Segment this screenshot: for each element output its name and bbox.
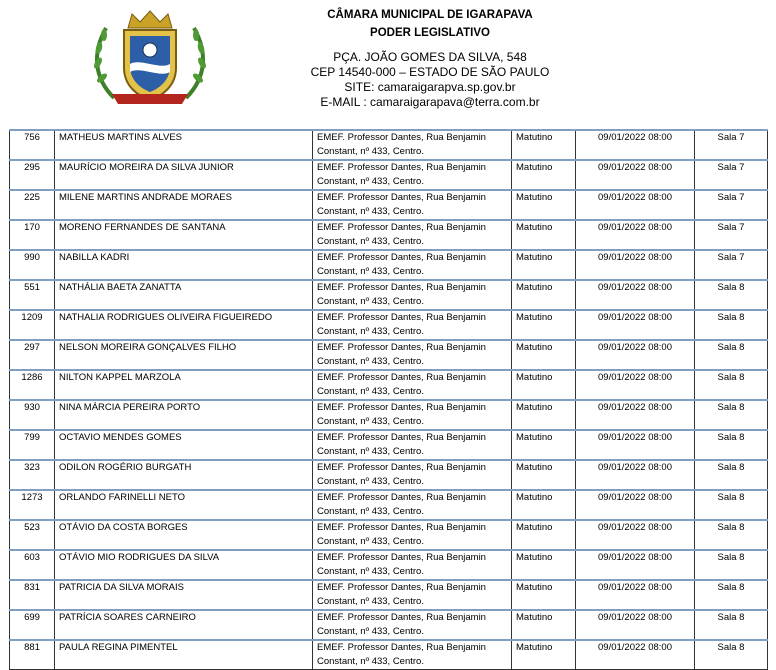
letterhead: [0, 0, 776, 128]
shift: Matutino: [512, 400, 576, 430]
website: SITE: camaraigarapva.sp.gov.br: [344, 80, 516, 94]
exam-datetime: 09/01/2022 08:00: [576, 490, 695, 520]
exam-datetime: 09/01/2022 08:00: [576, 160, 695, 190]
exam-location-line2: Constant, nº 433, Centro.: [317, 296, 424, 307]
candidate-name: ORLANDO FARINELLI NETO: [55, 490, 313, 520]
exam-location-line1: EMEF. Professor Dantes, Rua Benjamin: [317, 132, 486, 143]
candidate-name: OCTAVIO MENDES GOMES: [55, 430, 313, 460]
room: Sala 8: [695, 550, 768, 580]
exam-location-line1: EMEF. Professor Dantes, Rua Benjamin: [317, 192, 486, 203]
exam-location: [313, 370, 512, 400]
exam-datetime: 09/01/2022 08:00: [576, 370, 695, 400]
exam-datetime: 09/01/2022 08:00: [576, 640, 695, 670]
registration-number: 170: [10, 220, 55, 250]
address: PÇA. JOÃO GOMES DA SILVA, 548: [333, 50, 527, 64]
exam-location-line1: EMEF. Professor Dantes, Rua Benjamin: [317, 492, 486, 503]
room: Sala 8: [695, 610, 768, 640]
table-row: [10, 250, 768, 280]
exam-location: [313, 130, 512, 160]
coat-of-arms-icon: [84, 8, 216, 108]
table-row: [10, 280, 768, 310]
exam-location-line1: EMEF. Professor Dantes, Rua Benjamin: [317, 462, 486, 473]
exam-datetime: 09/01/2022 08:00: [576, 400, 695, 430]
exam-location-line2: Constant, nº 433, Centro.: [317, 206, 424, 217]
exam-location: [313, 430, 512, 460]
registration-number: 523: [10, 520, 55, 550]
candidate-name: NATHALIA RODRIGUES OLIVEIRA FIGUEIREDO: [55, 310, 313, 340]
exam-location: [313, 580, 512, 610]
exam-datetime: 09/01/2022 08:00: [576, 130, 695, 160]
exam-location: [313, 280, 512, 310]
registration-number: 1209: [10, 310, 55, 340]
exam-location-line1: EMEF. Professor Dantes, Rua Benjamin: [317, 312, 486, 323]
shift: Matutino: [512, 280, 576, 310]
exam-location: [313, 160, 512, 190]
exam-location-line1: EMEF. Professor Dantes, Rua Benjamin: [317, 552, 486, 563]
exam-location-line2: Constant, nº 433, Centro.: [317, 326, 424, 337]
exam-location: [313, 610, 512, 640]
shift: Matutino: [512, 220, 576, 250]
exam-location-line1: EMEF. Professor Dantes, Rua Benjamin: [317, 612, 486, 623]
exam-location-line2: Constant, nº 433, Centro.: [317, 446, 424, 457]
exam-datetime: 09/01/2022 08:00: [576, 280, 695, 310]
registration-number: 756: [10, 130, 55, 160]
room: Sala 8: [695, 460, 768, 490]
candidate-name: PAULA REGINA PIMENTEL: [55, 640, 313, 670]
exam-location: [313, 460, 512, 490]
exam-location-line1: EMEF. Professor Dantes, Rua Benjamin: [317, 342, 486, 353]
shift: Matutino: [512, 550, 576, 580]
candidate-name: MATHEUS MARTINS ALVES: [55, 130, 313, 160]
room: Sala 8: [695, 580, 768, 610]
exam-location-line2: Constant, nº 433, Centro.: [317, 266, 424, 277]
table-row: [10, 580, 768, 610]
exam-location-line1: EMEF. Professor Dantes, Rua Benjamin: [317, 222, 486, 233]
exam-location: [313, 400, 512, 430]
table-row: [10, 550, 768, 580]
exam-datetime: 09/01/2022 08:00: [576, 460, 695, 490]
candidates-table: [9, 129, 768, 670]
candidate-name: NATHÁLIA BAETA ZANATTA: [55, 280, 313, 310]
candidate-name: ODILON ROGÉRIO BURGATH: [55, 460, 313, 490]
shift: Matutino: [512, 160, 576, 190]
table-row: [10, 220, 768, 250]
shift: Matutino: [512, 430, 576, 460]
registration-number: 295: [10, 160, 55, 190]
registration-number: 297: [10, 340, 55, 370]
registration-number: 831: [10, 580, 55, 610]
exam-location-line2: Constant, nº 433, Centro.: [317, 596, 424, 607]
shift: Matutino: [512, 250, 576, 280]
exam-datetime: 09/01/2022 08:00: [576, 340, 695, 370]
exam-location: [313, 550, 512, 580]
exam-location: [313, 190, 512, 220]
exam-location-line1: EMEF. Professor Dantes, Rua Benjamin: [317, 402, 486, 413]
exam-location: [313, 310, 512, 340]
exam-location-line2: Constant, nº 433, Centro.: [317, 176, 424, 187]
table-row: [10, 430, 768, 460]
exam-location-line2: Constant, nº 433, Centro.: [317, 656, 424, 667]
room: Sala 8: [695, 490, 768, 520]
exam-location-line1: EMEF. Professor Dantes, Rua Benjamin: [317, 642, 486, 653]
shift: Matutino: [512, 580, 576, 610]
shift: Matutino: [512, 490, 576, 520]
exam-location-line1: EMEF. Professor Dantes, Rua Benjamin: [317, 432, 486, 443]
registration-number: 799: [10, 430, 55, 460]
exam-datetime: 09/01/2022 08:00: [576, 550, 695, 580]
candidate-name: NABILLA KADRI: [55, 250, 313, 280]
exam-location-line2: Constant, nº 433, Centro.: [317, 566, 424, 577]
exam-datetime: 09/01/2022 08:00: [576, 430, 695, 460]
table-row: [10, 640, 768, 670]
room: Sala 8: [695, 310, 768, 340]
registration-number: 1286: [10, 370, 55, 400]
exam-location-line1: EMEF. Professor Dantes, Rua Benjamin: [317, 252, 486, 263]
table-row: [10, 310, 768, 340]
exam-location: [313, 340, 512, 370]
candidate-name: NELSON MOREIRA GONÇALVES FILHO: [55, 340, 313, 370]
room: Sala 8: [695, 640, 768, 670]
exam-location-line2: Constant, nº 433, Centro.: [317, 626, 424, 637]
room: Sala 8: [695, 370, 768, 400]
table-row: [10, 340, 768, 370]
table-row: [10, 130, 768, 160]
exam-location: [313, 520, 512, 550]
registration-number: 699: [10, 610, 55, 640]
room: Sala 8: [695, 400, 768, 430]
room: Sala 7: [695, 130, 768, 160]
table-row: [10, 490, 768, 520]
exam-location-line2: Constant, nº 433, Centro.: [317, 236, 424, 247]
room: Sala 8: [695, 280, 768, 310]
room: Sala 8: [695, 340, 768, 370]
shift: Matutino: [512, 460, 576, 490]
candidate-name: OTÁVIO MIO RODRIGUES DA SILVA: [55, 550, 313, 580]
candidate-name: NINA MÁRCIA PEREIRA PORTO: [55, 400, 313, 430]
exam-location-line1: EMEF. Professor Dantes, Rua Benjamin: [317, 582, 486, 593]
registration-number: 603: [10, 550, 55, 580]
shift: Matutino: [512, 190, 576, 220]
candidate-name: MILENE MARTINS ANDRADE MORAES: [55, 190, 313, 220]
exam-location-line1: EMEF. Professor Dantes, Rua Benjamin: [317, 162, 486, 173]
candidate-name: MORENO FERNANDES DE SANTANA: [55, 220, 313, 250]
exam-datetime: 09/01/2022 08:00: [576, 220, 695, 250]
letterhead-text: [290, 6, 570, 110]
shift: Matutino: [512, 640, 576, 670]
exam-location-line2: Constant, nº 433, Centro.: [317, 506, 424, 517]
exam-location-line2: Constant, nº 433, Centro.: [317, 386, 424, 397]
table-row: [10, 520, 768, 550]
shift: Matutino: [512, 310, 576, 340]
exam-location-line2: Constant, nº 433, Centro.: [317, 356, 424, 367]
room: Sala 8: [695, 430, 768, 460]
exam-location-line1: EMEF. Professor Dantes, Rua Benjamin: [317, 372, 486, 383]
institution-name: CÂMARA MUNICIPAL DE IGARAPAVA: [327, 9, 533, 21]
exam-location: [313, 220, 512, 250]
exam-location-line1: EMEF. Professor Dantes, Rua Benjamin: [317, 522, 486, 533]
room: Sala 7: [695, 220, 768, 250]
exam-location-line2: Constant, nº 433, Centro.: [317, 416, 424, 427]
registration-number: 881: [10, 640, 55, 670]
postal-code: CEP 14540-000 – ESTADO DE SÃO PAULO: [310, 65, 550, 79]
shift: Matutino: [512, 130, 576, 160]
candidate-name: PATRICIA DA SILVA MORAIS: [55, 580, 313, 610]
room: Sala 8: [695, 520, 768, 550]
shift: Matutino: [512, 610, 576, 640]
exam-datetime: 09/01/2022 08:00: [576, 580, 695, 610]
exam-location: [313, 490, 512, 520]
candidate-name: PATRÍCIA SOARES CARNEIRO: [55, 610, 313, 640]
registration-number: 323: [10, 460, 55, 490]
exam-datetime: 09/01/2022 08:00: [576, 190, 695, 220]
exam-datetime: 09/01/2022 08:00: [576, 250, 695, 280]
exam-location-line1: EMEF. Professor Dantes, Rua Benjamin: [317, 282, 486, 293]
email: E-MAIL : camaraigarapava@terra.com.br: [320, 95, 540, 109]
exam-location-line2: Constant, nº 433, Centro.: [317, 146, 424, 157]
candidate-name: MAURÍCIO MOREIRA DA SILVA JUNIOR: [55, 160, 313, 190]
registration-number: 225: [10, 190, 55, 220]
candidate-name: NILTON KAPPEL MARZOLA: [55, 370, 313, 400]
exam-datetime: 09/01/2022 08:00: [576, 610, 695, 640]
registration-number: 930: [10, 400, 55, 430]
registration-number: 990: [10, 250, 55, 280]
shift: Matutino: [512, 340, 576, 370]
table-row: [10, 370, 768, 400]
registration-number: 551: [10, 280, 55, 310]
exam-location: [313, 250, 512, 280]
exam-location-line2: Constant, nº 433, Centro.: [317, 476, 424, 487]
room: Sala 7: [695, 250, 768, 280]
registration-number: 1273: [10, 490, 55, 520]
room: Sala 7: [695, 190, 768, 220]
exam-datetime: 09/01/2022 08:00: [576, 310, 695, 340]
exam-datetime: 09/01/2022 08:00: [576, 520, 695, 550]
table-row: [10, 400, 768, 430]
table-row: [10, 610, 768, 640]
room: Sala 7: [695, 160, 768, 190]
exam-location: [313, 640, 512, 670]
institution-subtitle: PODER LEGISLATIVO: [370, 27, 490, 39]
table-row: [10, 460, 768, 490]
shift: Matutino: [512, 520, 576, 550]
exam-location-line2: Constant, nº 433, Centro.: [317, 536, 424, 547]
table-row: [10, 160, 768, 190]
shift: Matutino: [512, 370, 576, 400]
table-row: [10, 190, 768, 220]
candidate-name: OTÁVIO DA COSTA BORGES: [55, 520, 313, 550]
